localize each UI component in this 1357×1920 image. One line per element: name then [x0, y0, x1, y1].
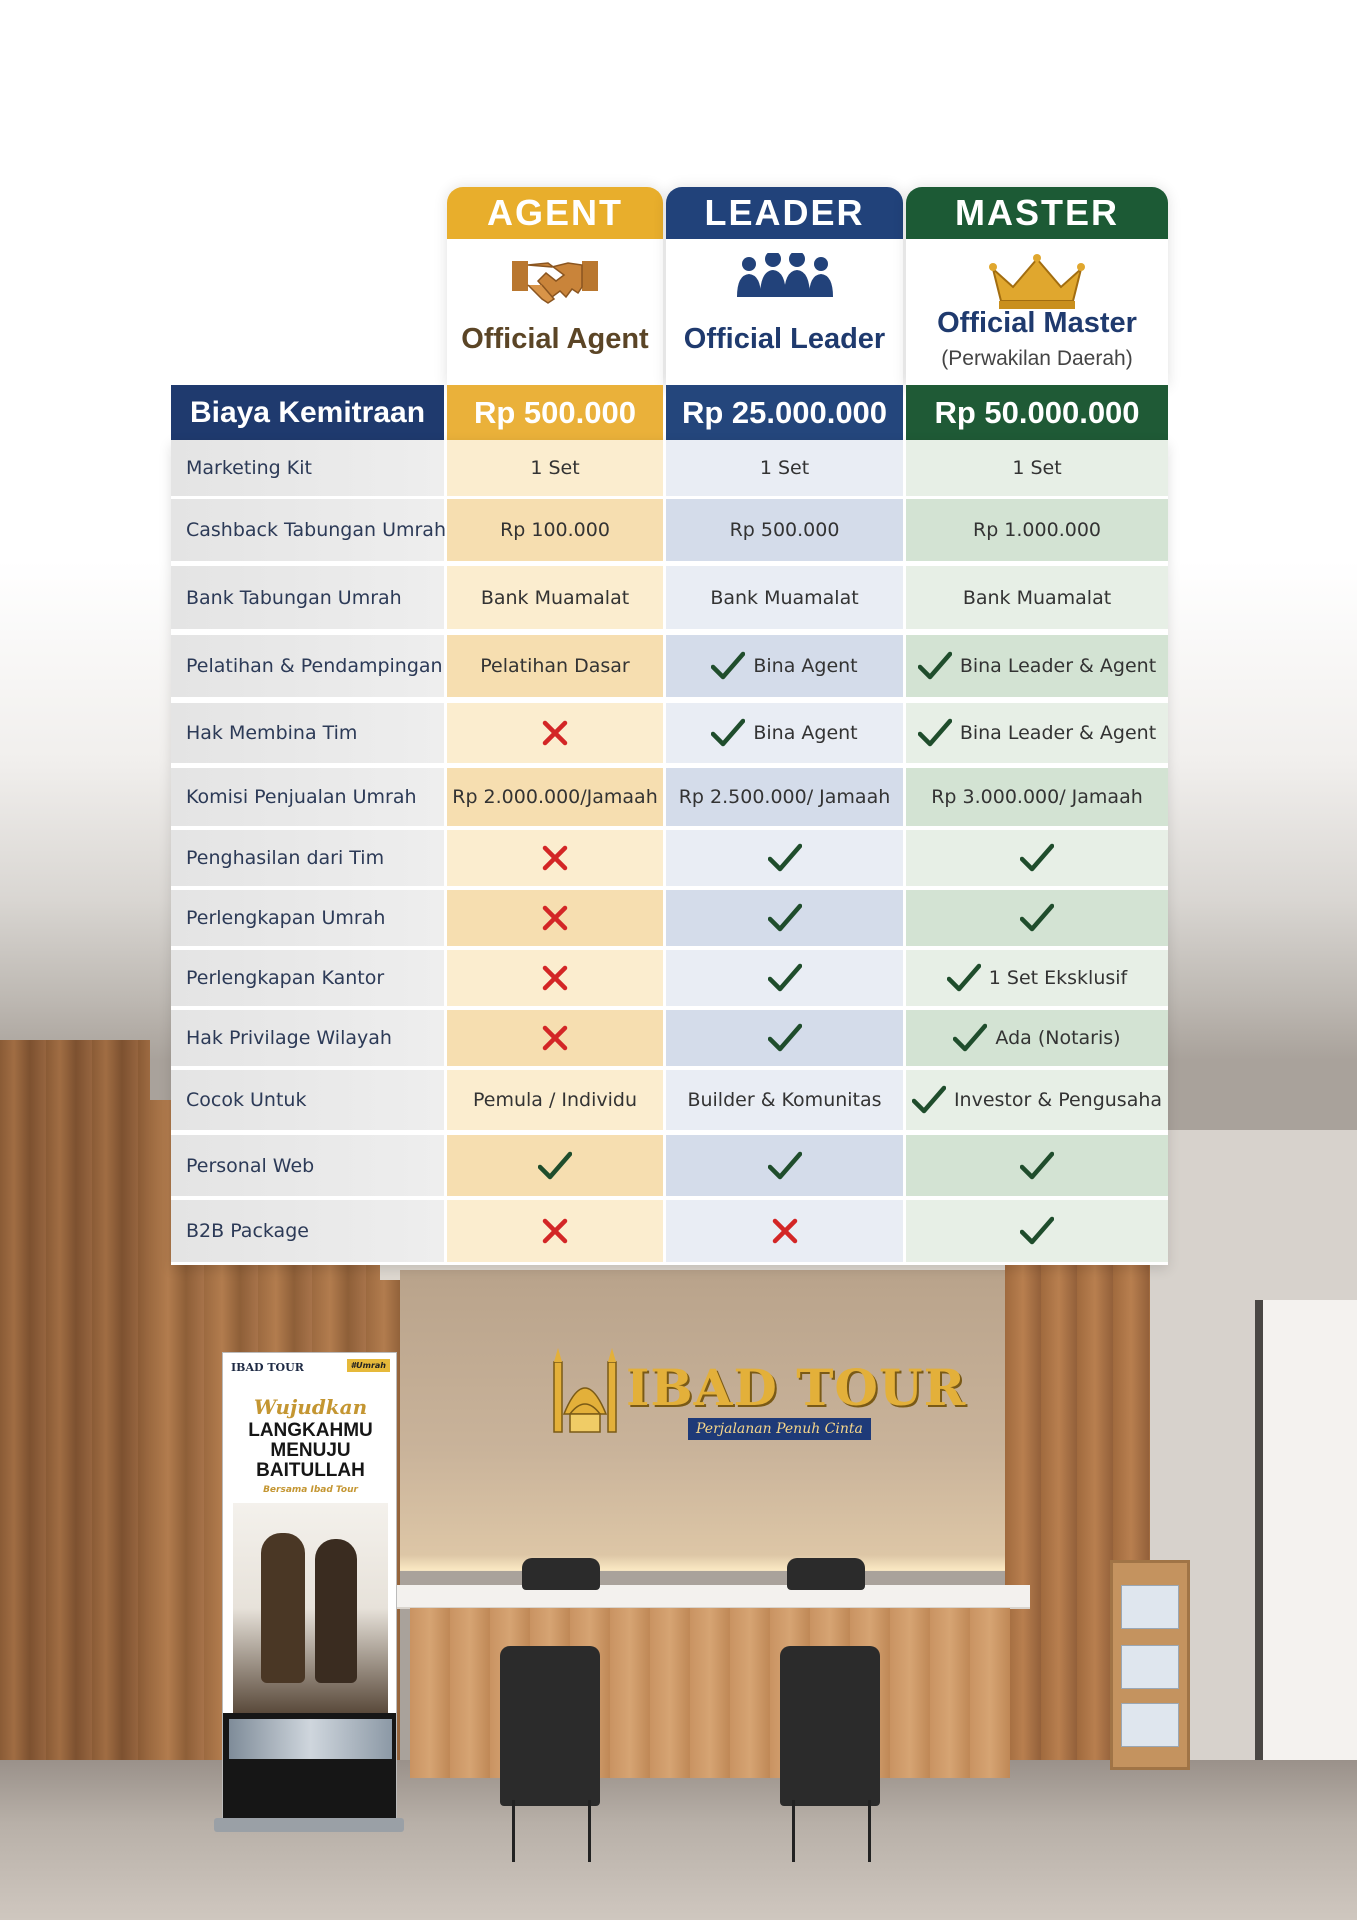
chair-leg	[512, 1800, 515, 1862]
cell-leader	[666, 890, 903, 946]
tier-title-leader: Official Leader	[683, 323, 886, 355]
cell-text: Builder & Komunitas	[687, 1089, 882, 1111]
cell-text: Rp 500.000	[729, 519, 840, 541]
cell-master	[906, 890, 1168, 946]
check-icon	[1020, 1151, 1054, 1181]
cell-leader	[666, 1010, 903, 1066]
row-label: Perlengkapan Kantor	[171, 950, 444, 1006]
tier-card-leader	[666, 187, 903, 387]
row-label: Bank Tabungan Umrah	[171, 566, 444, 629]
cell-text: Bina Agent	[753, 655, 858, 677]
cell-agent	[447, 566, 663, 629]
banner-headline-script: Wujudkan	[253, 1395, 368, 1419]
tier-subtitle-master: (Perwakilan Daerah)	[941, 347, 1133, 370]
tier-tab-leader: LEADER	[666, 187, 903, 239]
check-icon	[768, 843, 802, 873]
cell-master	[906, 566, 1168, 629]
cell-master	[906, 950, 1168, 1006]
brochure-rack	[1110, 1560, 1190, 1770]
sign-tagline: Perjalanan Penuh Cinta	[688, 1418, 871, 1440]
cell-leader	[666, 768, 903, 826]
check-icon	[711, 651, 745, 681]
check-icon	[912, 1085, 946, 1115]
cell-text: Rp 3.000.000/ Jamaah	[931, 786, 1143, 808]
cell-text: Bina Agent	[753, 722, 858, 744]
cell-master	[906, 1200, 1168, 1262]
cross-icon	[541, 904, 569, 932]
check-icon	[1020, 1216, 1054, 1246]
cell-text: 1 Set	[1012, 457, 1062, 479]
check-icon	[918, 651, 952, 681]
cell-text: Bina Leader & Agent	[959, 655, 1157, 677]
tier-card-agent	[447, 187, 663, 387]
check-icon	[1020, 903, 1054, 933]
check-icon	[918, 718, 952, 748]
chair-back-right	[787, 1558, 865, 1590]
cross-icon	[541, 844, 569, 872]
row-label: Cocok Untuk	[171, 1070, 444, 1130]
cell-leader	[666, 499, 903, 561]
chair-leg	[868, 1800, 871, 1862]
row-label: B2B Package	[171, 1200, 444, 1262]
check-icon	[768, 903, 802, 933]
cell-agent	[447, 768, 663, 826]
led-light-strip	[400, 1555, 1005, 1571]
row-label: Personal Web	[171, 1135, 444, 1196]
brochure	[1121, 1703, 1179, 1747]
cell-agent	[447, 703, 663, 763]
check-icon	[768, 1023, 802, 1053]
reception-counter-top	[390, 1585, 1030, 1609]
cell-agent	[447, 499, 663, 561]
price-row-label: Biaya Kemitraan	[171, 385, 444, 440]
cell-text: Pelatihan Dasar	[480, 655, 630, 677]
cross-icon	[541, 1217, 569, 1245]
mosque-icon	[548, 1344, 624, 1444]
check-icon	[768, 1151, 802, 1181]
chair-leg	[588, 1800, 591, 1862]
banner-headline: LANGKAHMU MENUJU BAITULLAH	[248, 1420, 373, 1481]
banner-brand: IBAD TOUR	[231, 1361, 304, 1374]
row-label: Marketing Kit	[171, 440, 444, 496]
cell-agent	[447, 1200, 663, 1262]
tier-tab-master: MASTER	[906, 187, 1168, 239]
cell-master	[906, 499, 1168, 561]
chair-leg	[792, 1800, 795, 1862]
row-label: Penghasilan dari Tim	[171, 830, 444, 886]
window	[1255, 1300, 1357, 1780]
banner-stand-base	[214, 1818, 404, 1832]
cell-leader	[666, 566, 903, 629]
banner-photo	[233, 1503, 388, 1713]
tier-title-master: Official Master	[937, 307, 1137, 339]
person-figure	[315, 1539, 357, 1683]
chair-front-right	[780, 1646, 880, 1806]
cross-icon	[541, 719, 569, 747]
cell-master	[906, 440, 1168, 496]
row-label: Cashback Tabungan Umrah	[171, 499, 444, 561]
banner-subline: Bersama Ibad Tour	[263, 1485, 358, 1495]
row-label: Hak Privilage Wilayah	[171, 1010, 444, 1066]
cell-agent	[447, 1135, 663, 1196]
tier-card-body	[906, 239, 1168, 387]
cell-agent	[447, 950, 663, 1006]
row-label: Perlengkapan Umrah	[171, 890, 444, 946]
banner-hashtag: #Umrah	[347, 1359, 390, 1372]
row-label: Pelatihan & Pendampingan	[171, 635, 444, 697]
check-icon	[947, 963, 981, 993]
handshake-icon	[512, 253, 598, 309]
cell-leader	[666, 703, 903, 763]
cell-text: Investor & Pengusaha	[953, 1089, 1163, 1111]
cross-icon	[541, 1024, 569, 1052]
cell-agent	[447, 890, 663, 946]
cell-text: Bank Muamalat	[480, 586, 630, 609]
team-icon	[735, 253, 835, 299]
cell-text: 1 Set	[530, 457, 580, 479]
cell-master	[906, 1010, 1168, 1066]
rollup-banner	[222, 1352, 397, 1822]
check-icon	[1020, 843, 1054, 873]
cell-agent	[447, 440, 663, 496]
cross-icon	[771, 1217, 799, 1245]
cell-master	[906, 768, 1168, 826]
cell-leader	[666, 440, 903, 496]
row-label: Hak Membina Tim	[171, 703, 444, 763]
cell-master	[906, 703, 1168, 763]
check-icon	[711, 718, 745, 748]
cell-text: Rp 2.000.000/Jamaah	[452, 786, 658, 808]
cell-agent	[447, 635, 663, 697]
cell-text: Bank Muamalat	[710, 586, 859, 609]
cell-master	[906, 1135, 1168, 1196]
check-icon	[538, 1151, 572, 1181]
brochure	[1121, 1645, 1179, 1689]
cell-text: Ada (Notaris)	[995, 1027, 1121, 1049]
tier-tab-agent: AGENT	[447, 187, 663, 239]
cell-leader	[666, 1070, 903, 1130]
brochure	[1121, 1585, 1179, 1629]
cell-agent	[447, 830, 663, 886]
chair-back-left	[522, 1558, 600, 1590]
floor	[0, 1760, 1357, 1920]
cell-leader	[666, 635, 903, 697]
check-icon	[768, 963, 802, 993]
cell-agent	[447, 1010, 663, 1066]
price-agent: Rp 500.000	[447, 385, 663, 440]
person-figure	[261, 1533, 305, 1683]
cell-master	[906, 830, 1168, 886]
cross-icon	[541, 964, 569, 992]
cell-text: Rp 1.000.000	[973, 519, 1101, 541]
banner-photo-strip	[229, 1719, 392, 1759]
cell-text: Pemula / Individu	[472, 1089, 638, 1111]
price-master: Rp 50.000.000	[906, 385, 1168, 440]
ibad-tour-wall-logo	[548, 1340, 967, 1460]
cell-master	[906, 1070, 1168, 1130]
cell-text: Bina Leader & Agent	[959, 722, 1157, 744]
cell-leader	[666, 1135, 903, 1196]
row-label: Komisi Penjualan Umrah	[171, 768, 444, 826]
crown-icon	[985, 253, 1089, 311]
cell-text: 1 Set	[759, 457, 810, 479]
tier-title-agent: Official Agent	[461, 323, 649, 355]
sign-brand: IBAD TOUR	[626, 1358, 967, 1417]
cell-leader	[666, 830, 903, 886]
cell-leader	[666, 950, 903, 1006]
tier-card-body	[447, 239, 663, 387]
chair-front-left	[500, 1646, 600, 1806]
cell-text: Bank Muamalat	[962, 586, 1112, 609]
cell-leader	[666, 1200, 903, 1262]
cell-text: 1 Set Eksklusif	[988, 967, 1128, 989]
cell-agent	[447, 1070, 663, 1130]
price-leader: Rp 25.000.000	[666, 385, 903, 440]
cell-master	[906, 635, 1168, 697]
check-icon	[953, 1023, 987, 1053]
cell-text: Rp 100.000	[500, 519, 610, 541]
tier-card-body	[666, 239, 903, 387]
cell-text: Rp 2.500.000/ Jamaah	[678, 786, 891, 808]
tier-card-master	[906, 187, 1168, 387]
features-grid	[171, 440, 1168, 1265]
